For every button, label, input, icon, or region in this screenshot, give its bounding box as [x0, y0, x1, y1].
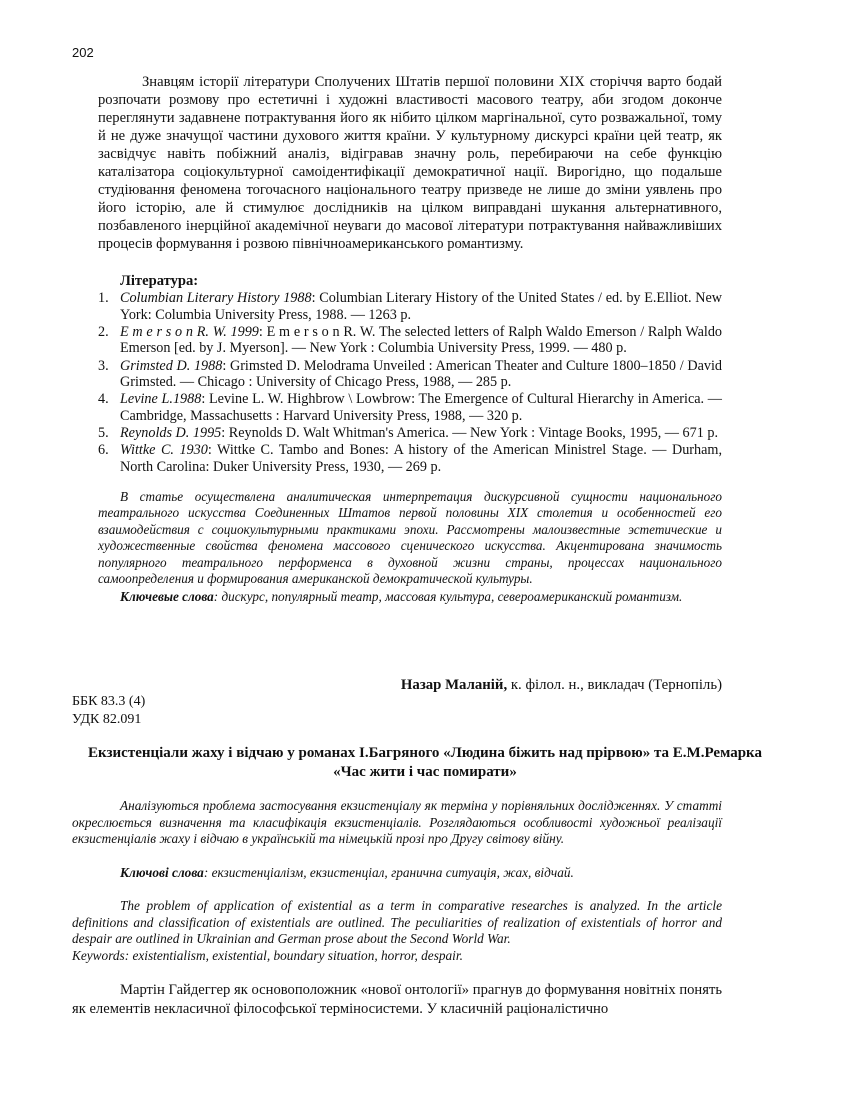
keywords-ua: Ключові слова: екзистенціалізм, екзистенціал, гранична ситуація, жах, відчай.: [120, 865, 574, 880]
literature-heading: Література:: [120, 273, 199, 289]
intro-section: [98, 73, 722, 253]
author-info: к. філол. н., викладач (Тернопіль): [507, 677, 722, 693]
article-title: Екзистенціали жаху і відчаю у романах І.Багряного «Людина біжить над прірвою» та Е.М.Ремарка «Час жити і час помирати»: [88, 745, 762, 780]
keywords-en: Keywords: existentialism, existential, boundary situation, horror, despair.: [72, 948, 463, 963]
references-list: [98, 290, 722, 476]
reference-item: 6. Wittke C. 1930: Wittke C. Tambo and Bones: A history of the American Ministrel Stage. — Durham, North Carolina: Duker University Press, 1930, — 269 p.: [98, 442, 722, 475]
page-number: 202: [72, 45, 94, 60]
reference-item: 2. E m e r s o n R. W. 1999: E m e r s o n R. W. The selected letters of Ralph Waldo Emerson / Ralph Waldo Emerson [ed. by J. Myerson]. — New York : Columbia University Press, 1999. — 480 p.: [98, 323, 723, 357]
author-name: Назар Маланій,: [400, 677, 508, 693]
udk-code: УДК 82.091: [72, 712, 142, 727]
abstract-en: The problem of application of existential as a term in comparative researches is analyzed. In the article definitions and classification of existentials are outlined. The peculiarities of realization of existentials of horror and despair are outlined in Ukrainian and German prose about the Second World War.: [72, 898, 722, 947]
intro-paragraph: Знавцям історії літератури Сполучених Штатів першої половини XIX сторіччя варто бодай розпочати розмову про естетичні і художні властивості масового театру, аби згодом доконче переглянути задавнене потрактування його як нібито цілком маргінальної, суто розважальної, тому й не дуже значущої частини духового життя країни. У культурному дискурсі країни цей театр, як засвідчує навіть побіжний аналіз, відігравав значну роль, перебираючи на себе функцію каталізатора соціокультурної самоідентифікації демократичної нації. Вирогідно, що подальше студіювання феномена тогочасного національного театру призведе не лише до зміни уявлень про його історію, але й стимулює дослідників на цілком виправдані шукання альтернативного, позбавленого інерційної академічної неуваги до масової літератури потрактування найважливіших процесів формування і розвою північноамериканського романтизму.: [98, 74, 722, 252]
bbk-code: ББК 83.3 (4): [72, 694, 146, 709]
classification-codes: [72, 693, 145, 729]
reference-item: 5. Reynolds D. 1995: Reynolds D. Walt Whitman's America. — New York : Vintage Books, 1995, — 671 p.: [98, 425, 718, 442]
body-paragraph: Мартін Гайдеггер як основоположник «нової онтології» прагнув до формування новітніх понять як елементів некласичної філософської терміносистеми. У класичній раціоналістично: [72, 982, 722, 1017]
keywords-ru: Ключевые слова: дискурс, популярный театр, массовая культура, североамериканский романтизм.: [120, 589, 683, 604]
author-line: [401, 677, 722, 694]
reference-item: 1. Columbian Literary History 1988: Columbian Literary History of the United States / ed. by E.Elliot. New York: Columbia University Press, 1988. — 1263 p.: [98, 290, 722, 323]
abstract-ru: В статье осуществлена аналитическая интерпретация дискурсивной сущности национального театрального искусства Соединенных Штатов первой половины XIX столетия и особенностей его взаимодействия с социокультурными практиками эпохи. Рассмотрены малоизвестные эстетические и художественные свойства феномена массового сценического искусства. Акцентирована значимость популярного театрального перформенса в духовной жизни страны, процессах национального самоопределения и формирования американской демократической культуры.: [98, 489, 722, 587]
reference-item: 4. Levine L.1988: Levine L. W. Highbrow \ Lowbrow: The Emergence of Cultural Hierarchy in America. — Cambridge, Massachusetts : Harvard University Press, 1988, — 320 p.: [98, 391, 722, 424]
abstract-ua: Аналізуються проблема застосування екзистенціалу як терміна у порівняльних дослідженнях. У статті окреслюється визначення та класифікація екзистенціалів. Розглядаються особливості художньої реалізації екзистенціалів жаху і відчаю в українській та німецькій прозі про Другу світову війну.: [72, 798, 722, 847]
reference-item: 3. Grimsted D. 1988: Grimsted D. Melodrama Unveiled : American Theater and Culture 1800–1850 / David Grimsted. — Chicago : University of Chicago Press, 1988, — 285 p.: [98, 357, 722, 391]
